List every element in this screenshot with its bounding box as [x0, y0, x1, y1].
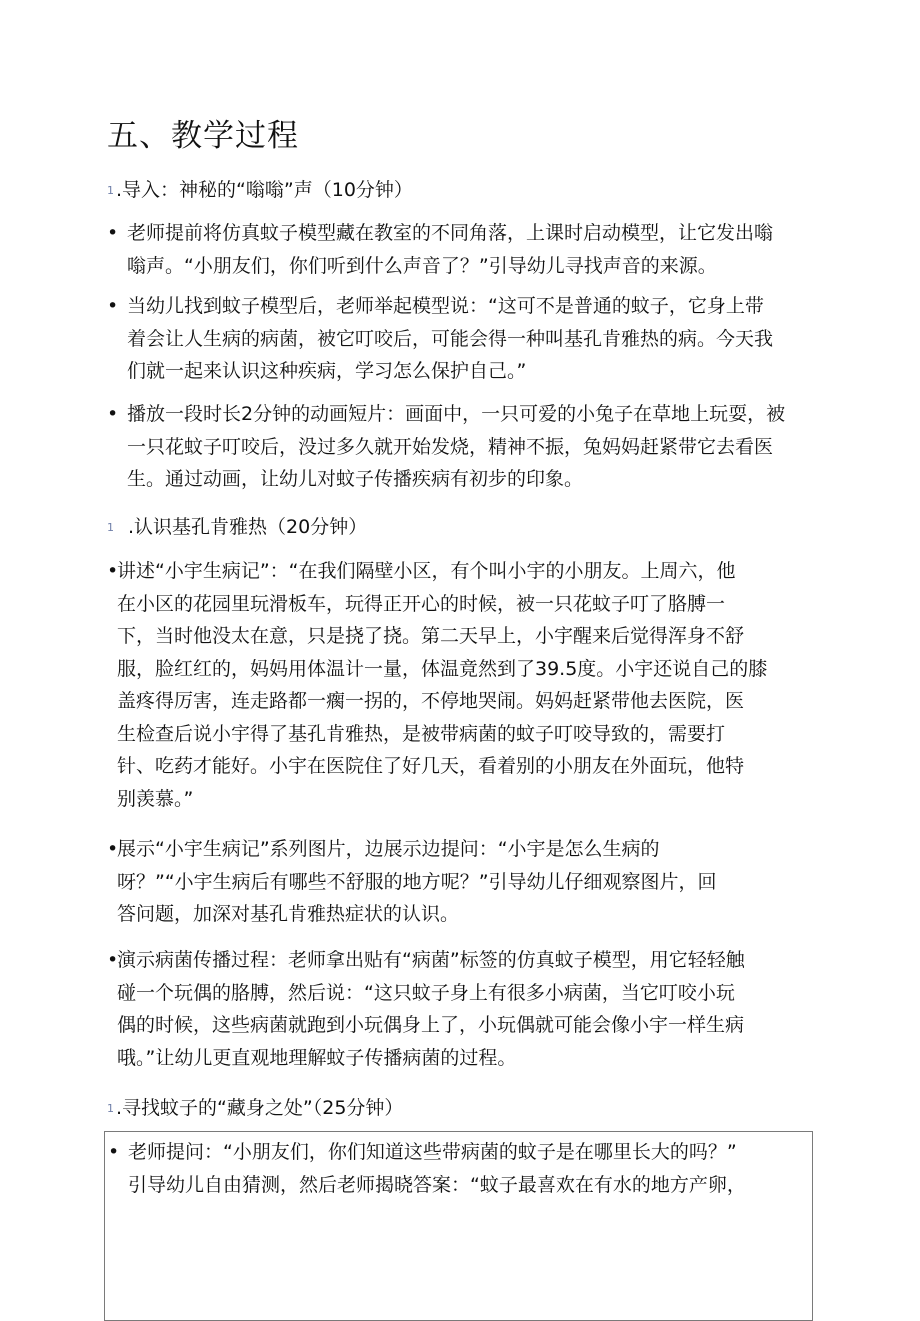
paragraph-line: 讲述“小宇生病记”：“在我们隔壁小区，有个叫小宇的小朋友。上周六，他	[117, 560, 736, 582]
paragraph-line: 老师提问：“小朋友们，你们知道这些带病菌的蚊子是在哪里长大的吗？”	[128, 1141, 737, 1163]
paragraph-line: 播放一段时长2分钟的动画短片：画面中，一只可爱的小兔子在草地上玩耍，被	[127, 403, 786, 425]
list-item	[107, 217, 773, 282]
section-heading-mosquito-habitat	[107, 1093, 403, 1124]
paragraph-line: 演示病菌传播过程：老师拿出贴有“病菌”标签的仿真蚊子模型，用它轻轻触	[117, 949, 745, 971]
paragraph-line: 一只花蚊子叮咬后，没过多久就开始发烧，精神不振，兔妈妈赶紧带它去看医	[127, 435, 774, 458]
paragraph-line: 呀？”“小宇生病后有哪些不舒服的地方呢？”引导幼儿仔细观察图片，回	[117, 870, 717, 893]
bullet-mark: •	[107, 295, 119, 317]
list-item	[107, 290, 773, 388]
list-item	[107, 398, 785, 496]
paragraph-line: 碰一个玩偶的胳膊，然后说：“这只蚊子身上有很多小病菌，当它叮咬小玩	[117, 981, 735, 1004]
bullet-mark: •	[107, 222, 119, 244]
bullet-mark: •	[107, 560, 119, 582]
section-heading-chikungunya	[107, 512, 367, 543]
paragraph-line: 当幼儿找到蚊子模型后，老师举起模型说：“这可不是普通的蚊子，它身上带	[127, 295, 764, 317]
list-number: 1	[107, 183, 114, 197]
section-heading-text: .寻找蚊子的“藏身之处”（25分钟）	[116, 1097, 404, 1119]
paragraph-line: 偶的时候，这些病菌就跑到小玩偶身上了，小玩偶就可能会像小宇一样生病	[117, 1014, 745, 1036]
paragraph-line: 针、吃药才能好。小宇在医院住了好几天，看着别的小朋友在外面玩，他特	[117, 755, 745, 777]
section-heading-text: .认识基孔肯雅热（20分钟）	[128, 516, 368, 538]
paragraph-line: 别羡慕。”	[117, 787, 194, 810]
list-number: 1	[107, 1101, 114, 1115]
paragraph-line: 引导幼儿自由猜测，然后老师揭晓答案：“蚊子最喜欢在有水的地方产卵，	[128, 1173, 746, 1196]
paragraph-line: 生。通过动画，让幼儿对蚊子传播疾病有初步的印象。	[127, 468, 584, 490]
list-item	[107, 833, 717, 931]
list-item	[108, 1136, 746, 1201]
paragraph-line: 哦。”让幼儿更直观地理解蚊子传播病菌的过程。	[117, 1046, 517, 1069]
section-heading-intro	[107, 175, 413, 206]
bullet-mark: •	[108, 1141, 120, 1163]
bullet-mark: •	[107, 403, 119, 425]
list-number: 1	[107, 520, 114, 534]
paragraph-line: 们就一起来认识这种疾病，学习怎么保护自己。”	[127, 360, 527, 382]
section-heading-text: .导入：神秘的“嗡嗡”声（10分钟）	[116, 179, 413, 201]
paragraph-line: 老师提前将仿真蚊子模型藏在教室的不同角落，上课时启动模型，让它发出嗡	[127, 222, 774, 244]
paragraph-line: 着会让人生病的病菌，被它叮咬后，可能会得一种叫基孔肯雅热的病。今天我	[127, 327, 774, 350]
list-item	[107, 944, 745, 1074]
bullet-mark: •	[107, 949, 119, 971]
paragraph-line: 答问题，加深对基孔肯雅热症状的认识。	[117, 903, 460, 925]
paragraph-line: 在小区的花园里玩滑板车，玩得正开心的时候，被一只花蚊子叮了胳膊一	[117, 592, 726, 615]
list-item	[107, 555, 767, 815]
paragraph-line: 展示“小宇生病记”系列图片，边展示边提问：“小宇是怎么生病的	[117, 838, 660, 860]
paragraph-line: 服，脸红红的，妈妈用体温计一量，体温竟然到了39.5度。小宇还说自己的膝	[117, 657, 768, 680]
paragraph-line: 嗡声。“小朋友们，你们听到什么声音了？”引导幼儿寻找声音的来源。	[127, 254, 717, 277]
paragraph-line: 生检查后说小宇得了基孔肯雅热，是被带病菌的蚊子叮咬导致的，需要打	[117, 722, 726, 745]
page-title: 五、教学过程	[107, 118, 299, 154]
paragraph-line: 盖疼得厉害，连走路都一瘸一拐的，不停地哭闹。妈妈赶紧带他去医院，医	[117, 690, 745, 712]
bullet-mark: •	[107, 838, 119, 860]
paragraph-line: 下，当时他没太在意，只是挠了挠。第二天早上，小宇醒来后觉得浑身不舒	[117, 625, 745, 647]
framed-content-box	[104, 1131, 813, 1321]
